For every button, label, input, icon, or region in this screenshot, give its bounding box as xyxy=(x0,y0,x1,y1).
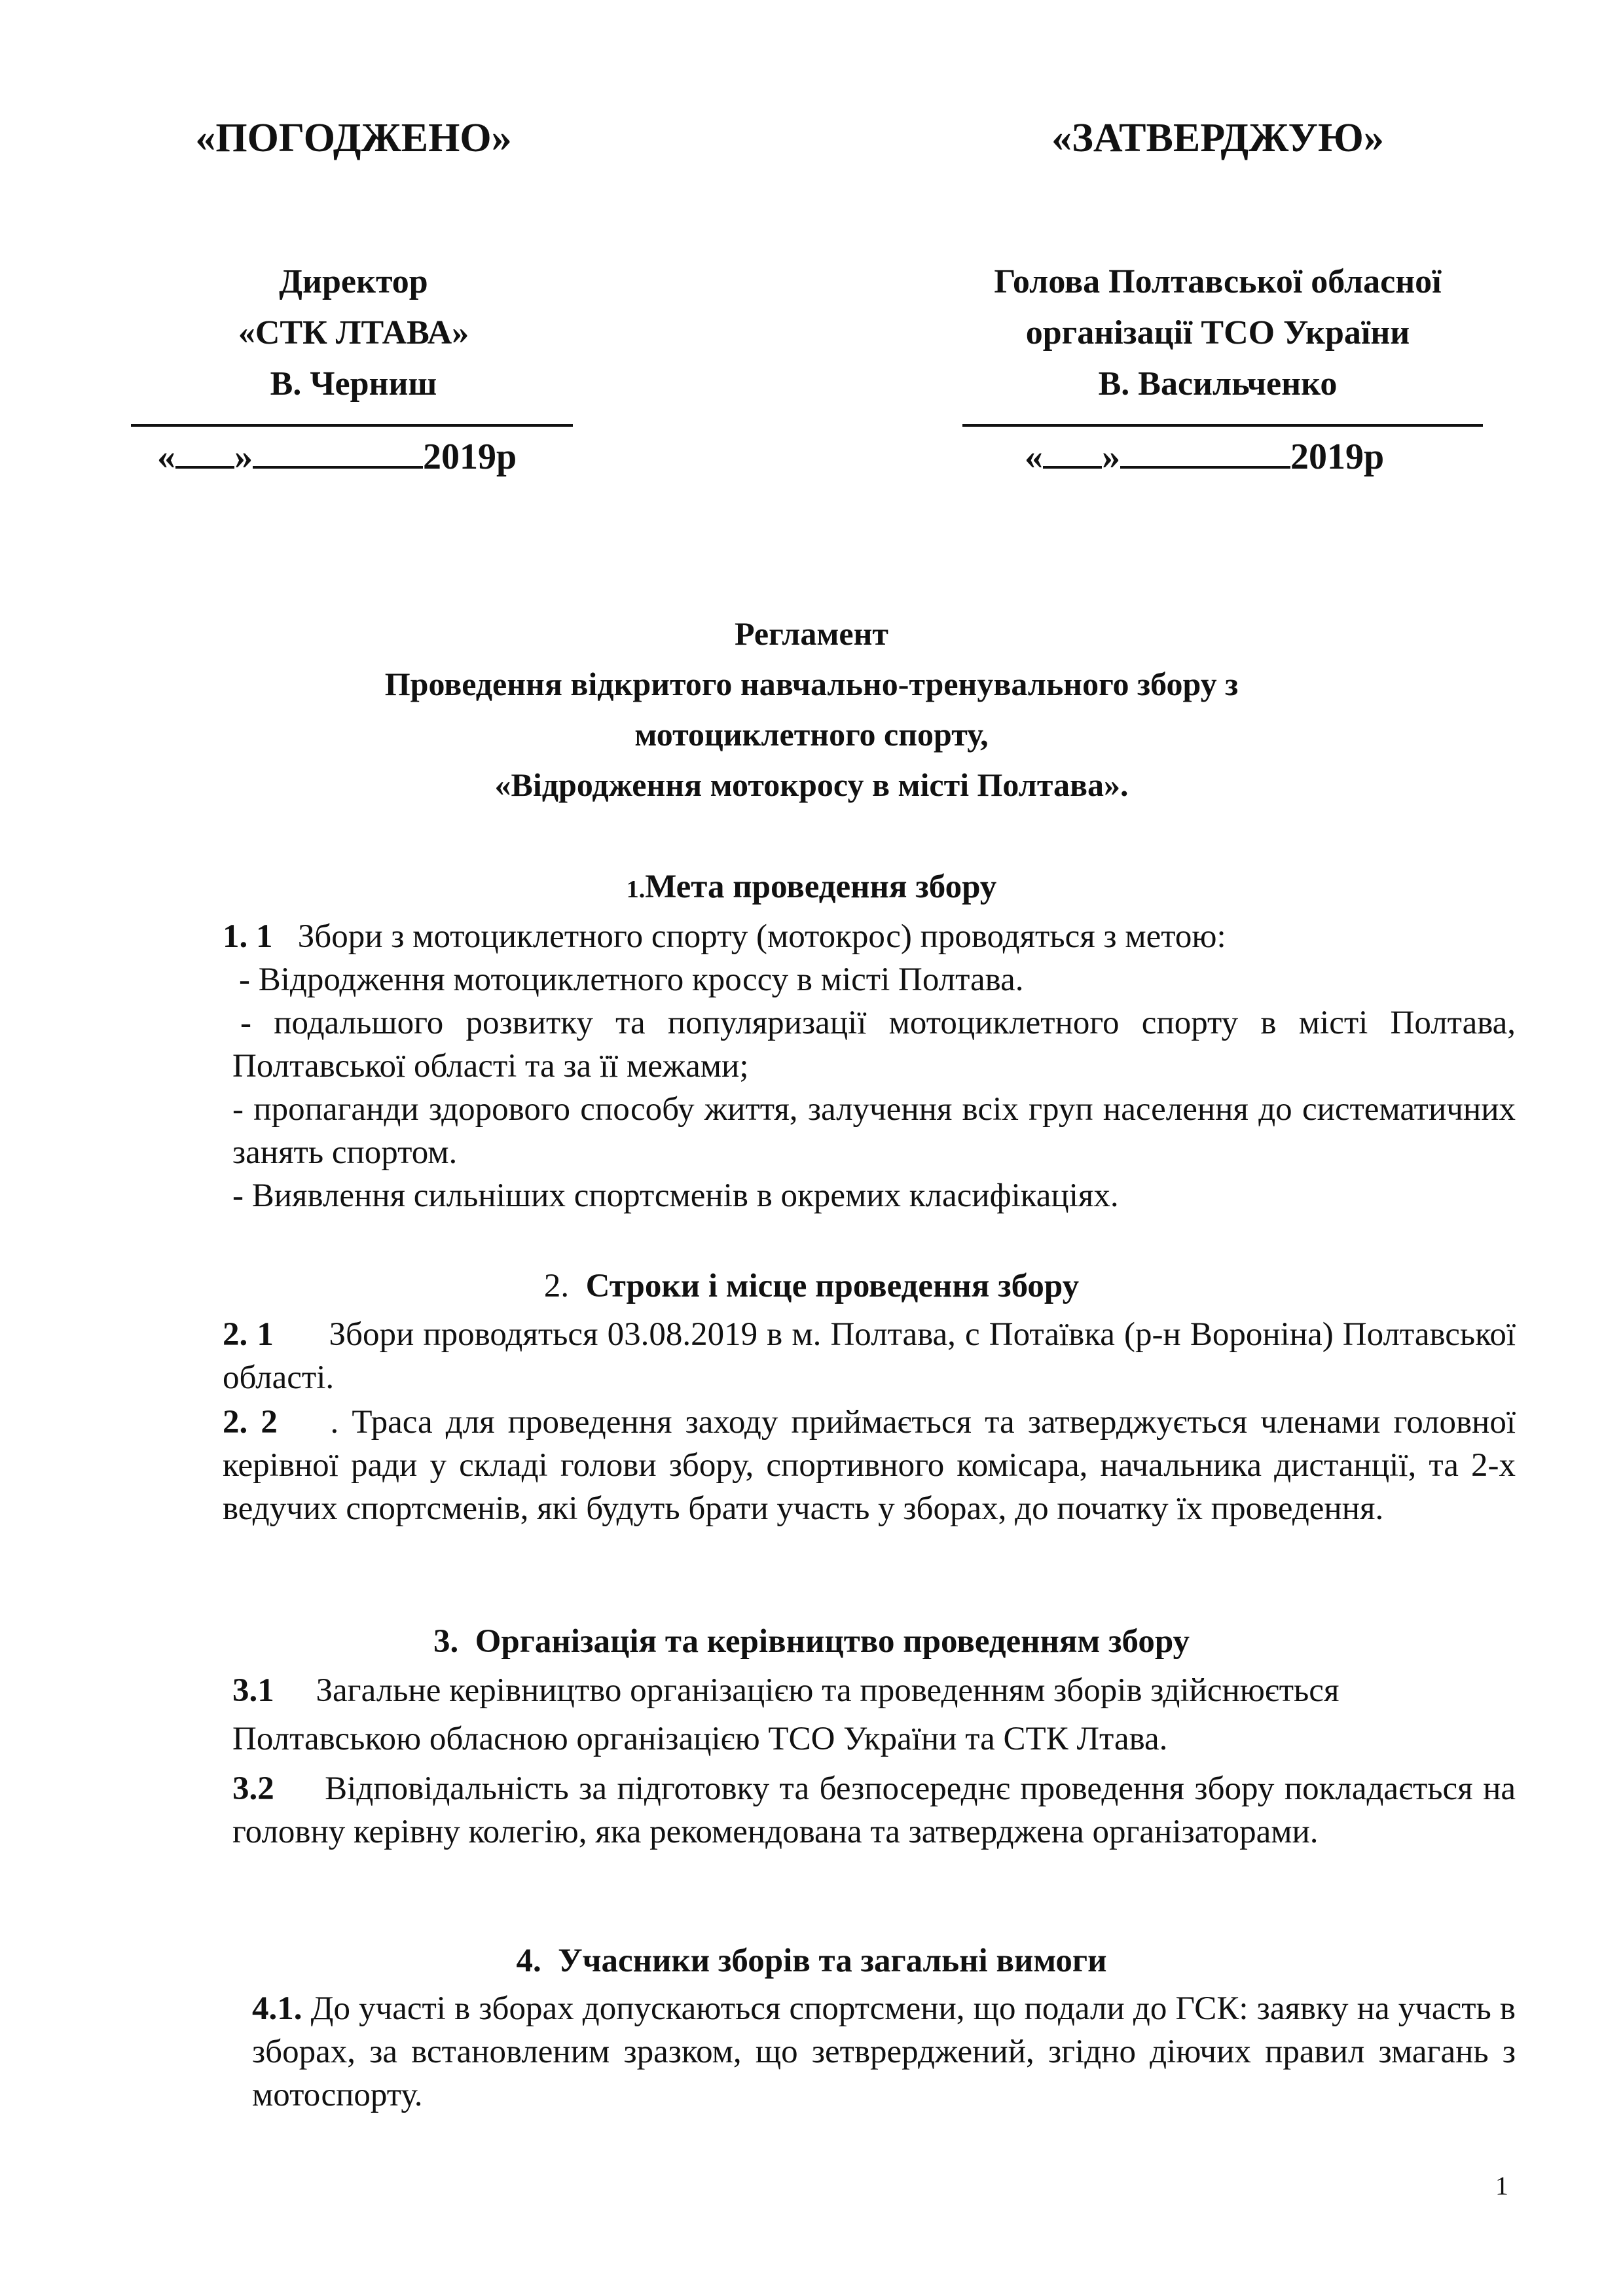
section-2-number: 2. xyxy=(543,1268,570,1304)
section-4-number: 4. xyxy=(516,1943,541,1979)
section-1-bullet-3: - пропаганди здорового способу життя, залучення всіх груп населення до систематичних занять спортом. xyxy=(232,1091,1516,1171)
section-3-paragraph-1: 3.1 Загальне керівництво організацією та проведенням зборів здійснюється xyxy=(232,1672,1340,1709)
paragraph-number: 2. 1 xyxy=(223,1316,274,1353)
section-2-paragraph-1: 2. 1 Збори проводяться 03.08.2019 в м. Полтава, с Потаївка (р-н Вороніна) Полтавської області. xyxy=(223,1316,1516,1396)
approval-left-date: « » 2019р xyxy=(157,433,517,478)
approval-right-position: Голова Полтавської обласної xyxy=(994,263,1442,300)
approval-left-organization: «СТК ЛТАВА» xyxy=(238,314,469,351)
section-1-paragraph-1: 1. 1 Збори з мотоциклетного спорту (мотокрос) проводяться з метою: xyxy=(223,918,1226,955)
title-line-2: Проведення відкритого навчально-тренувального збору з xyxy=(384,666,1239,702)
section-3-heading xyxy=(0,1622,1623,1661)
paragraph-number: 3.2 xyxy=(232,1770,274,1807)
document-title xyxy=(0,609,1623,810)
section-4-paragraph-1: 4.1. До участі в зборах допускаються спортсмени, що подали до ГСК: заявку на участь в зборах, за встановленим зразком, що зетврерджений, згідно діючих правил змагань з мотоспорту. xyxy=(252,1990,1516,2113)
approval-right-signature-line xyxy=(962,424,1483,427)
paragraph-number: 1. 1 xyxy=(223,918,273,955)
title-line-1: Регламент xyxy=(735,615,888,652)
section-1-number: 1. xyxy=(626,876,646,903)
section-3-paragraph-2: 3.2 Відповідальність за підготовку та безпосереднє проведення збору покладається на головну керівну колегію, яка рекомендована та затверджена організаторами. xyxy=(232,1770,1516,1850)
approval-right-year: 2019р xyxy=(1290,437,1385,477)
approval-left-signature-line xyxy=(131,424,573,427)
section-3-number: 3. xyxy=(433,1623,459,1660)
approval-right-organization: організації ТСО України xyxy=(1025,314,1410,351)
section-1-heading xyxy=(0,867,1623,909)
paragraph-number: 3.1 xyxy=(232,1672,274,1709)
section-2-paragraph-2: 2. 2 . Траса для проведення заходу приймається та затверджується членами головної керівної ради у складі голови збору, спортивного комісара, начальника дистанції, та 2-х ведучих спортсменів, які будуть брати участь у зборах, до початку їх проведення. xyxy=(223,1404,1516,1527)
approval-left xyxy=(118,118,589,410)
approval-right-date: « » 2019р xyxy=(1025,433,1384,478)
approval-left-signatory: В. Черниш xyxy=(270,365,437,403)
section-3-title: Організація та керівництво проведенням збору xyxy=(475,1623,1190,1660)
title-line-4: «Відродження мотокросу в місті Полтава». xyxy=(494,766,1129,803)
title-line-3: мотоциклетного спорту, xyxy=(634,716,989,753)
section-1-bullet-2: - подальшого розвитку та популяризації мотоциклетного спорту в місті Полтава, Полтавської області та за її межами; xyxy=(232,1005,1516,1085)
paragraph-number: 2. 2 xyxy=(223,1404,278,1441)
page-number: 1 xyxy=(1495,2171,1508,2200)
approval-left-position: Директор xyxy=(279,263,428,300)
section-1-bullet-1: - Відродження мотоциклетного кроссу в місті Полтава. xyxy=(239,961,1024,998)
approval-right-stamp: «ЗАТВЕРДЖУЮ» xyxy=(1051,116,1384,160)
approval-right xyxy=(930,118,1506,410)
paragraph-number: 4.1. xyxy=(252,1990,302,2027)
approval-left-stamp: «ПОГОДЖЕНО» xyxy=(195,116,512,160)
approval-right-signatory: В. Васильченко xyxy=(1098,365,1338,403)
section-3-paragraph-1-continued: Полтавською обласною організацією ТСО України та СТК Лтава. xyxy=(232,1721,1168,1757)
section-4-title: Учасники зборів та загальні вимоги xyxy=(558,1943,1107,1979)
section-2-heading xyxy=(0,1266,1623,1306)
section-1-title: Мета проведення збору xyxy=(645,869,997,905)
section-1-bullet-4: - Виявлення сильніших спортсменів в окремих класифікаціях. xyxy=(232,1177,1119,1214)
section-4-heading xyxy=(0,1941,1623,1981)
approval-left-year: 2019р xyxy=(423,437,517,477)
section-2-title: Строки і місце проведення збору xyxy=(585,1268,1080,1304)
